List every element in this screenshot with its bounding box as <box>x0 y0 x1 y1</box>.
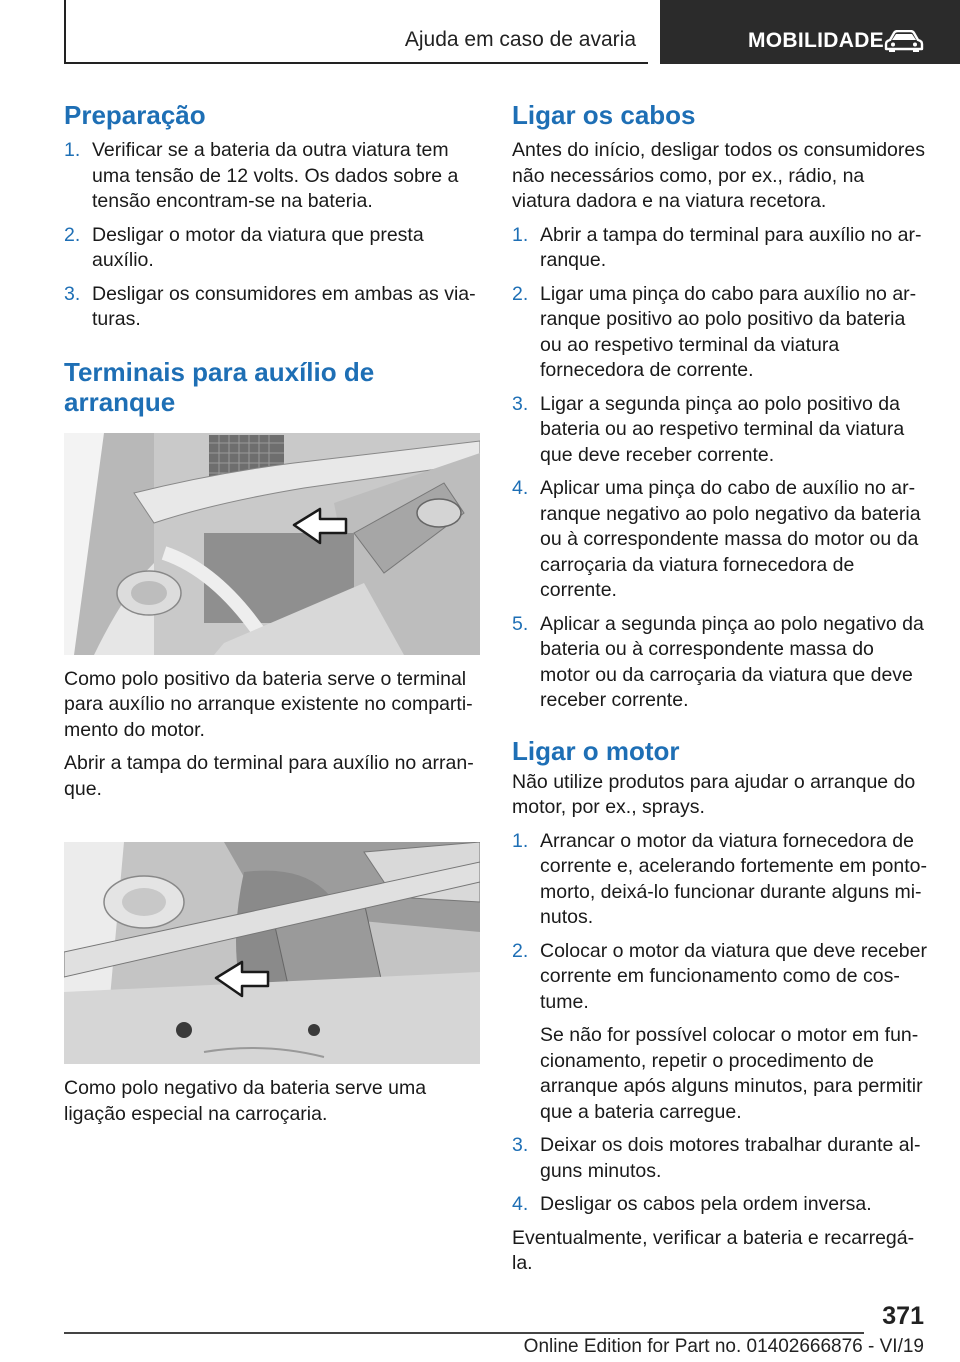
step-number: 2. <box>64 223 81 246</box>
header-rule-bottom <box>64 62 648 64</box>
step-number: 5. <box>512 612 529 635</box>
list-item <box>512 282 928 384</box>
chapter-label: MOBILIDADE <box>748 29 884 52</box>
list-item <box>512 1192 928 1218</box>
step-text: Desligar o motor da viatura que presta auxílio. <box>92 223 424 271</box>
preparation-steps <box>64 138 482 333</box>
engine-outro: Eventualmente, verificar a bateria e recarregá-la. <box>512 1226 915 1274</box>
step-number: 1. <box>512 223 529 246</box>
step-text: Ligar uma pinça do cabo para auxílio no arranque positivo ao polo positivo da bateria ou ao respetivo terminal da viatura fornecedora de corrente. <box>540 282 917 381</box>
list-item <box>512 939 928 1126</box>
heading-preparation: Preparação <box>64 100 206 130</box>
step-number: 2. <box>512 939 529 962</box>
list-item <box>512 829 928 931</box>
heading-start-engine: Ligar o motor <box>512 735 680 766</box>
engine-steps <box>512 829 928 1218</box>
list-item <box>64 223 482 274</box>
step-text: Aplicar a segunda pinça ao polo negativo da bateria ou à correspondente massa do motor ou da carroçaria da viatura que deve receber corrente. <box>540 612 924 711</box>
page-number: 371 <box>882 1302 924 1330</box>
left-column <box>64 100 482 1127</box>
step-number: 3. <box>64 282 81 305</box>
list-item <box>512 223 928 274</box>
cables-intro: Antes do início, desligar todos os consumidores não necessários como, por ex., rádio, na viatura dadora e na viatura recetora. <box>512 139 925 212</box>
step-number: 3. <box>512 392 529 415</box>
step-text: Desligar os consumidores em ambas as viaturas. <box>92 282 476 330</box>
list-item <box>512 476 928 604</box>
step-text: Abrir a tampa do terminal para auxílio no arranque. <box>540 223 922 271</box>
step-text: Aplicar uma pinça do cabo de auxílio no arranque negativo ao polo negativo da bateria ou à correspondente massa do motor ou da carroçaria da viatura fornecedora de corrente. <box>540 477 921 601</box>
step-text: Arrancar o motor da viatura fornecedora de corrente e, acelerando fortemente em ponto-morto, deixá-lo funcionar durante alguns minutos. <box>540 829 927 928</box>
list-item <box>64 138 482 215</box>
list-item <box>512 392 928 469</box>
step-text: Ligar a segunda pinça ao polo positivo da bateria ou ao respetivo terminal da viatura que deve receber corrente. <box>540 392 905 466</box>
figure2-caption: Como polo negativo da bateria serve uma ligação especial na carroçaria. <box>64 1077 427 1125</box>
list-item <box>512 612 928 714</box>
step-text: Verificar se a bateria da outra viatura tem uma tensão de 12 volts. Os dados sobre a tensão encontram-se na bateria. <box>92 139 459 212</box>
step-number: 1. <box>64 139 81 161</box>
edition-info: Online Edition for Part no. 01402666876 - VI/19 <box>523 1336 924 1357</box>
engine-positive-terminal-figure <box>64 433 480 655</box>
step-subtext: Se não for possível colocar o motor em funcionamento, repetir o procedimento de arranque após alguns minutos, para permitir que a bateria carregue. <box>540 1024 923 1123</box>
list-item <box>64 282 482 333</box>
heading-connect-cables: Ligar os cabos <box>512 100 696 130</box>
body-ground-point-figure <box>64 842 480 1064</box>
figure1-caption: Como polo positivo da bateria serve o terminal para auxílio no arranque existente no compartimento do motor. <box>64 667 473 741</box>
header-rule-left <box>64 0 66 64</box>
heading-jump-terminals: Terminais para auxílio de arranque <box>64 356 375 417</box>
cables-steps <box>512 223 928 714</box>
step-number: 1. <box>512 829 529 852</box>
step-number: 3. <box>512 1134 529 1156</box>
footer-rule <box>64 1332 864 1334</box>
step-text: Desligar os cabos pela ordem inversa. <box>540 1193 872 1215</box>
step-number: 2. <box>512 282 529 305</box>
right-column <box>512 100 928 1277</box>
step-text: Colocar o motor da viatura que deve receber corrente em funcionamento como de costume. <box>540 939 927 1013</box>
engine-intro: Não utilize produtos para ajudar o arranque do motor, por ex., sprays. <box>512 770 916 818</box>
step-text: Deixar os dois motores trabalhar durante alguns minutos. <box>540 1134 921 1182</box>
section-title: Ajuda em caso de avaria <box>404 28 636 51</box>
car-icon <box>884 30 924 52</box>
step-number: 4. <box>512 1193 529 1215</box>
step-number: 4. <box>512 477 529 499</box>
figure1-note: Abrir a tampa do terminal para auxílio no arranque. <box>64 752 474 800</box>
list-item <box>512 1133 928 1184</box>
